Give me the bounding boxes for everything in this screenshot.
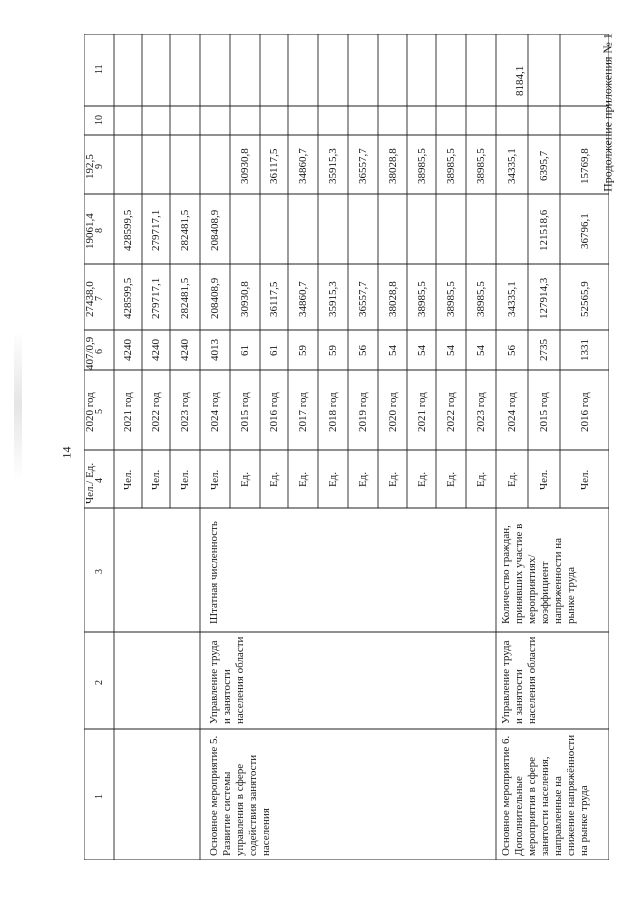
header-col-5: 5 <box>94 409 105 414</box>
cell-col4: Чел. <box>209 469 221 491</box>
block5-name: Основное мероприятие 5. Развитие системы управления в сфере содействия занятости населения <box>208 735 272 856</box>
cell-col9: 36117,5 <box>268 148 280 185</box>
cell-col5: 2024 год <box>506 392 518 433</box>
cell-col5: 2017 год <box>297 392 309 433</box>
header-col-9: 9 <box>94 163 105 169</box>
cell-col4: Чел. <box>179 469 191 491</box>
cell-col4: Чел. <box>578 469 591 491</box>
cell-col7: 282481,5 <box>179 278 191 320</box>
cell-col8: 282481,5 <box>179 210 191 252</box>
cell-col8: 19061,4 <box>84 212 96 249</box>
cell-col5: 2016 год <box>578 392 591 433</box>
cell-col8: 208408,9 <box>209 210 221 252</box>
cell-col5: 2022 год <box>445 392 457 433</box>
cell-col4: Ед. <box>415 472 428 488</box>
cell-col9: 38028,8 <box>386 148 399 185</box>
cell-col4: Ед. <box>239 472 251 488</box>
cell-col5: 2020 год <box>386 392 399 433</box>
cell-col7: 36557,7 <box>357 280 369 317</box>
cell-col6: 407/0,9 <box>84 336 96 370</box>
block6-name: Основное мероприятие 6. Дополнительные мероприятия в сфере занятости населения, направленные на снижение напряжённости на рынке труда <box>500 734 590 856</box>
cell-col6: 4240 <box>179 339 191 362</box>
cell-col7: 36117,5 <box>268 281 280 317</box>
cell-col5: 2021 год <box>122 392 134 433</box>
block5-executor: Управление труда и занятости населения области <box>208 636 246 724</box>
cell-col4: Ед. <box>445 472 457 488</box>
cell-col9: 38985,5 <box>445 148 457 185</box>
cell-col5: 2015 год <box>239 392 251 433</box>
cell-col6: 4240 <box>150 339 162 362</box>
cell-col5: 2021 год <box>415 392 428 433</box>
cell-col4: Ед. <box>506 472 518 488</box>
cell-col5: 2018 год <box>327 392 339 433</box>
cell-col7: 52565,9 <box>578 280 591 317</box>
cell-col9: 38985,5 <box>415 148 428 185</box>
block5-indicator: Штатная численность <box>208 521 220 624</box>
cell-col6: 61 <box>239 344 251 356</box>
header-col-4: 4 <box>94 478 105 483</box>
cell-col4: Ед. <box>386 472 399 488</box>
cell-col5: 2020 год <box>84 392 96 433</box>
cell-col7: 27438,0 <box>84 280 96 317</box>
cell-col8: 428599,5 <box>122 210 134 252</box>
cell-col8: 279717,1 <box>150 210 162 252</box>
cell-col6: 1331 <box>578 339 591 362</box>
cell-col4: Чел. <box>122 469 134 491</box>
cell-col7: 279717,1 <box>150 278 162 320</box>
cell-col8: 36796,1 <box>578 212 591 249</box>
cell-col7: 34860,7 <box>297 280 309 317</box>
cell-col6: 59 <box>297 344 309 356</box>
cell-col6: 56 <box>357 344 369 356</box>
block6-indicator: Количество граждан, принявших участие в мероприятиях/коэффициент напряженности на рынке труда <box>500 523 577 624</box>
cell-col4: Ед. <box>297 472 309 488</box>
header-col-1: 1 <box>94 793 105 799</box>
cell-col9: 38985,5 <box>475 148 487 185</box>
cell-col5: 2024 год <box>209 392 221 433</box>
page-number: 14 <box>59 446 74 459</box>
cell-col6: 54 <box>386 344 399 356</box>
header-col-3: 3 <box>94 569 105 574</box>
cell-col9: 34335,1 <box>506 148 518 185</box>
cell-col4: Ед. <box>268 472 280 488</box>
cell-col7: 428599,5 <box>122 278 134 320</box>
cell-col6: 54 <box>415 344 428 356</box>
cell-col7: 35915,3 <box>327 280 339 317</box>
cell-col5: 2022 год <box>150 392 162 433</box>
cell-col7: 30930,8 <box>239 280 251 317</box>
header-col-10: 10 <box>94 114 105 125</box>
header-col-8: 8 <box>94 228 105 233</box>
cell-col4: Чел. <box>538 469 550 491</box>
cell-col9: 30930,8 <box>239 148 251 185</box>
cell-col6: 4240 <box>122 339 134 362</box>
cell-col9: 34860,7 <box>297 148 309 185</box>
cell-col11: 8184,1 <box>514 65 526 96</box>
cell-col6: 4013 <box>209 339 221 362</box>
cell-col4: Ед. <box>475 472 487 488</box>
cell-col6: 54 <box>475 344 487 356</box>
cell-col5: 2023 год <box>475 392 487 433</box>
continuation-note: Продолжение приложения № 1 <box>600 33 615 192</box>
header-col-2: 2 <box>94 679 105 685</box>
cell-col4: Ед. <box>357 472 369 488</box>
cell-col6: 54 <box>445 344 457 356</box>
cell-col6: 56 <box>506 344 518 356</box>
cell-col5: 2015 год <box>538 392 550 433</box>
table-cells <box>84 34 609 860</box>
header-col-6: 6 <box>94 349 105 354</box>
cell-col9: 6395,7 <box>538 151 550 182</box>
cell-col4: Чел. <box>150 469 162 491</box>
cell-col9: 35915,3 <box>327 148 339 185</box>
cell-col6: 2735 <box>538 339 550 362</box>
cell-col7: 208408,9 <box>209 278 221 320</box>
cell-col6: 59 <box>327 344 339 356</box>
cell-col4: Чел./ Ед. <box>84 463 96 505</box>
cell-col5: 2023 год <box>179 392 191 433</box>
cell-col5: 2016 год <box>268 392 280 433</box>
cell-col7: 127914,3 <box>538 278 550 320</box>
cell-col7: 38985,5 <box>415 280 428 317</box>
scan-artifact <box>14 330 22 480</box>
cell-col7: 38985,5 <box>445 280 457 317</box>
cell-col6: 61 <box>268 344 280 356</box>
cell-col9: 15769,8 <box>578 148 591 185</box>
header-col-11: 11 <box>94 64 105 74</box>
cell-col4: Ед. <box>327 472 339 488</box>
cell-col9: 36557,7 <box>357 148 369 185</box>
cell-col8: 121518,6 <box>538 210 550 252</box>
cell-col5: 2019 год <box>357 392 369 433</box>
rotated-table <box>84 34 609 860</box>
cell-col9: 192,5 <box>84 153 96 179</box>
cell-col7: 38028,8 <box>386 280 399 317</box>
block6-executor: Управление труда и занятости населения области <box>500 636 538 724</box>
cell-col7: 34335,1 <box>506 280 518 317</box>
header-col-7: 7 <box>94 296 105 301</box>
cell-col7: 38985,5 <box>475 280 487 317</box>
